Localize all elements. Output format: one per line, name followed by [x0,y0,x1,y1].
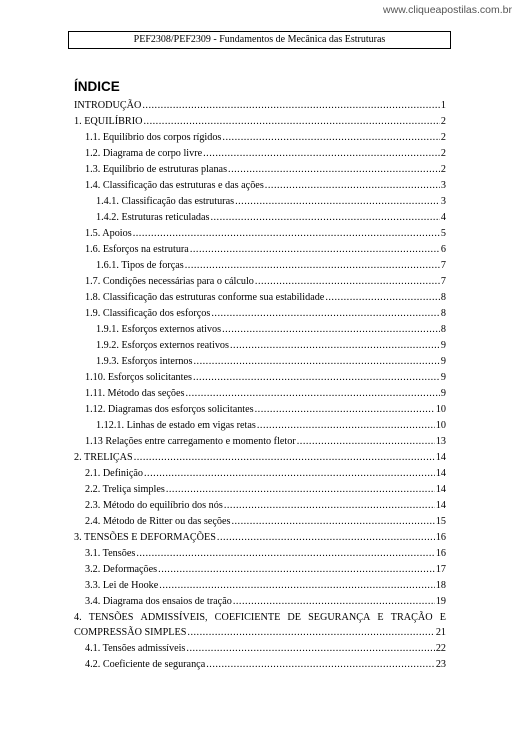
toc-entry[interactable]: 1.13 Relações entre carregamento e momento fletor ..... 13 [85,436,446,448]
toc-entry[interactable]: 3.3. Lei de Hooke ..... 18 [85,580,446,592]
site-url: www.cliqueapostilas.com.br [383,4,512,16]
toc-entry[interactable]: 1.8. Classificação das estruturas conforme sua estabilidade ..... 8 [85,292,446,304]
toc-entry[interactable]: 1.4. Classificação das estruturas e das ações ..... 3 [85,180,446,192]
toc-entry[interactable]: 2.4. Método de Ritter ou das seções ..... 15 [85,516,446,528]
toc-entry[interactable]: 1.10. Esforços solicitantes ..... 9 [85,372,446,384]
toc-word: E [439,612,446,623]
toc-word: DE [287,612,301,623]
toc-entry[interactable]: 1. EQUILÍBRIO ..... 2 [74,116,446,128]
toc-entry[interactable]: 2. TRELIÇAS ..... 14 [74,452,446,464]
toc-entry[interactable]: 2.2. Treliça simples ..... 14 [85,484,446,496]
toc-entry[interactable]: 1.9.3. Esforços internos ..... 9 [96,356,446,368]
index-title: ÍNDICE [74,79,120,94]
toc-entry[interactable]: 2.1. Definição ..... 14 [85,468,446,480]
toc-entry[interactable]: 1.4.1. Classificação das estruturas ..... 3 [96,196,446,208]
toc-entry[interactable]: 1.12. Diagramas dos esforços solicitantes ..... 10 [85,404,446,416]
toc-entry[interactable]: 1.2. Diagrama de corpo livre ..... 2 [85,148,446,160]
toc-entry[interactable]: 1.7. Condições necessárias para o cálculo ..... 7 [85,276,446,288]
toc-entry[interactable]: COMPRESSÃO SIMPLES ..... 21 [74,627,446,639]
toc-entry[interactable]: 1.11. Método das seções ..... 9 [85,388,446,400]
toc-word: TENSÕES [88,612,134,623]
toc-entry[interactable]: 1.9. Classificação dos esforços ..... 8 [85,308,446,320]
toc-word: SEGURANÇA [308,612,371,623]
document-header: PEF2308/PEF2309 - Fundamentos de Mecânica das Estruturas [68,31,451,49]
toc-word: E [377,612,384,623]
toc-word: ADMISSÍVEIS, [140,612,208,623]
toc-entry[interactable]: 4.1. Tensões admissíveis ..... 22 [85,643,446,655]
toc-word: COEFICIENTE [214,612,281,623]
toc-entry[interactable]: 1.9.2. Esforços externos reativos ..... 9 [96,340,446,352]
toc-entry[interactable]: 3.2. Deformações ..... 17 [85,564,446,576]
toc-entry[interactable]: 3. TENSÕES E DEFORMAÇÕES ..... 16 [74,532,446,544]
toc-entry[interactable]: 3.1. Tensões ..... 16 [85,548,446,560]
toc-entry[interactable]: 1.4.2. Estruturas reticuladas ..... 4 [96,212,446,224]
toc-entry[interactable]: 1.6. Esforços na estrutura ..... 6 [85,244,446,256]
toc-entry[interactable]: 1.5. Apoios ..... 5 [85,228,446,240]
toc-entry-line1[interactable] [74,612,446,624]
toc-word: TRAÇÃO [390,612,433,623]
toc-entry[interactable]: 1.6.1. Tipos de forças ..... 7 [96,260,446,272]
toc-entry[interactable]: 1.3. Equilíbrio de estruturas planas ..... 2 [85,164,446,176]
toc-entry[interactable]: 1.12.1. Linhas de estado em vigas retas ..... 10 [96,420,446,432]
toc-entry[interactable]: 3.4. Diagrama dos ensaios de tração ..... 19 [85,596,446,608]
toc-word: 4. [74,612,82,623]
toc-entry[interactable]: 2.3. Método do equilíbrio dos nós ..... 14 [85,500,446,512]
toc-entry[interactable]: 4.2. Coeficiente de segurança ..... 23 [85,659,446,671]
toc-entry[interactable]: 1.9.1. Esforços externos ativos ..... 8 [96,324,446,336]
toc-entry[interactable]: 1.1. Equilíbrio dos corpos rígidos ..... 2 [85,132,446,144]
toc-entry[interactable]: INTRODUÇÃO ..... 1 [74,100,446,112]
